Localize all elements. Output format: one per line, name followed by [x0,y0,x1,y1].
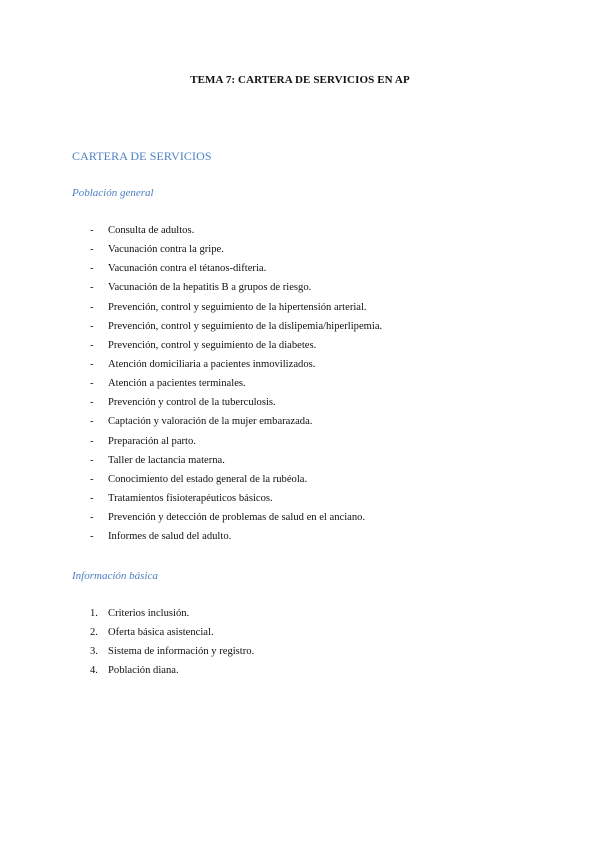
dash-marker: - [90,225,94,236]
dash-marker: - [90,378,94,390]
list-item-text: Captación y valoración de la mujer embarazada. [108,416,313,428]
dash-marker: - [90,492,94,504]
section-heading-cartera: CARTERA DE SERVICIOS [72,149,212,163]
dash-marker: - [90,244,94,256]
dash-marker: - [90,397,94,409]
dash-marker: - [90,358,94,370]
list-item-text: Preparación al parto. [108,435,196,447]
list-item-text: Prevención, control y seguimiento de la diabetes. [108,339,317,351]
list-item-text: Prevención, control y seguimiento de la dislipemia/hiperlipemia. [108,320,383,332]
subheading-poblacion-general: Población general [72,187,154,199]
list-item-text: Conocimiento del estado general de la rubéola. [108,473,308,485]
list-item-text: Taller de lactancia materna. [108,454,225,466]
list-item-text: Vacunación contra la gripe. [108,244,224,256]
list-item-text: Vacunación de la hepatitis B a grupos de riesgo. [108,282,312,294]
dash-marker: - [90,339,94,351]
subheading-informacion-basica: Información básica [72,570,158,582]
number-marker: 4. [90,665,98,677]
list-item-text: Consulta de adultos. [108,225,195,236]
list-item-text: Prevención, control y seguimiento de la hipertensión arterial. [108,301,367,313]
list-item-text: Criterios inclusión. [108,608,190,619]
dash-marker: - [90,435,94,447]
dash-marker: - [90,301,94,313]
dash-marker: - [90,320,94,332]
list-item-text: Atención a pacientes terminales. [108,378,246,390]
dash-marker: - [90,416,94,428]
list-item-text: Atención domiciliaria a pacientes inmovilizados. [108,358,316,370]
dash-marker: - [90,531,94,543]
dash-marker: - [90,473,94,485]
number-marker: 1. [90,608,98,619]
list-item-text: Informes de salud del adulto. [108,531,232,543]
number-marker: 3. [90,646,98,658]
dash-marker: - [90,282,94,294]
dash-marker: - [90,263,94,275]
page-title: TEMA 7: CARTERA DE SERVICIOS EN AP [190,74,410,86]
list-item-text: Oferta básica asistencial. [108,627,214,639]
list-item-text: Sistema de información y registro. [108,646,255,658]
list-item-text: Población diana. [108,665,179,677]
list-item-text: Tratamientos fisioterapéuticos básicos. [108,492,273,504]
list-item-text: Vacunación contra el tétanos-difteria. [108,263,267,275]
dash-marker: - [90,454,94,466]
list-item-text: Prevención y control de la tuberculosis. [108,397,276,409]
list-item-text: Prevención y detección de problemas de salud en el anciano. [108,512,366,524]
number-marker: 2. [90,627,98,639]
dash-marker: - [90,512,94,524]
